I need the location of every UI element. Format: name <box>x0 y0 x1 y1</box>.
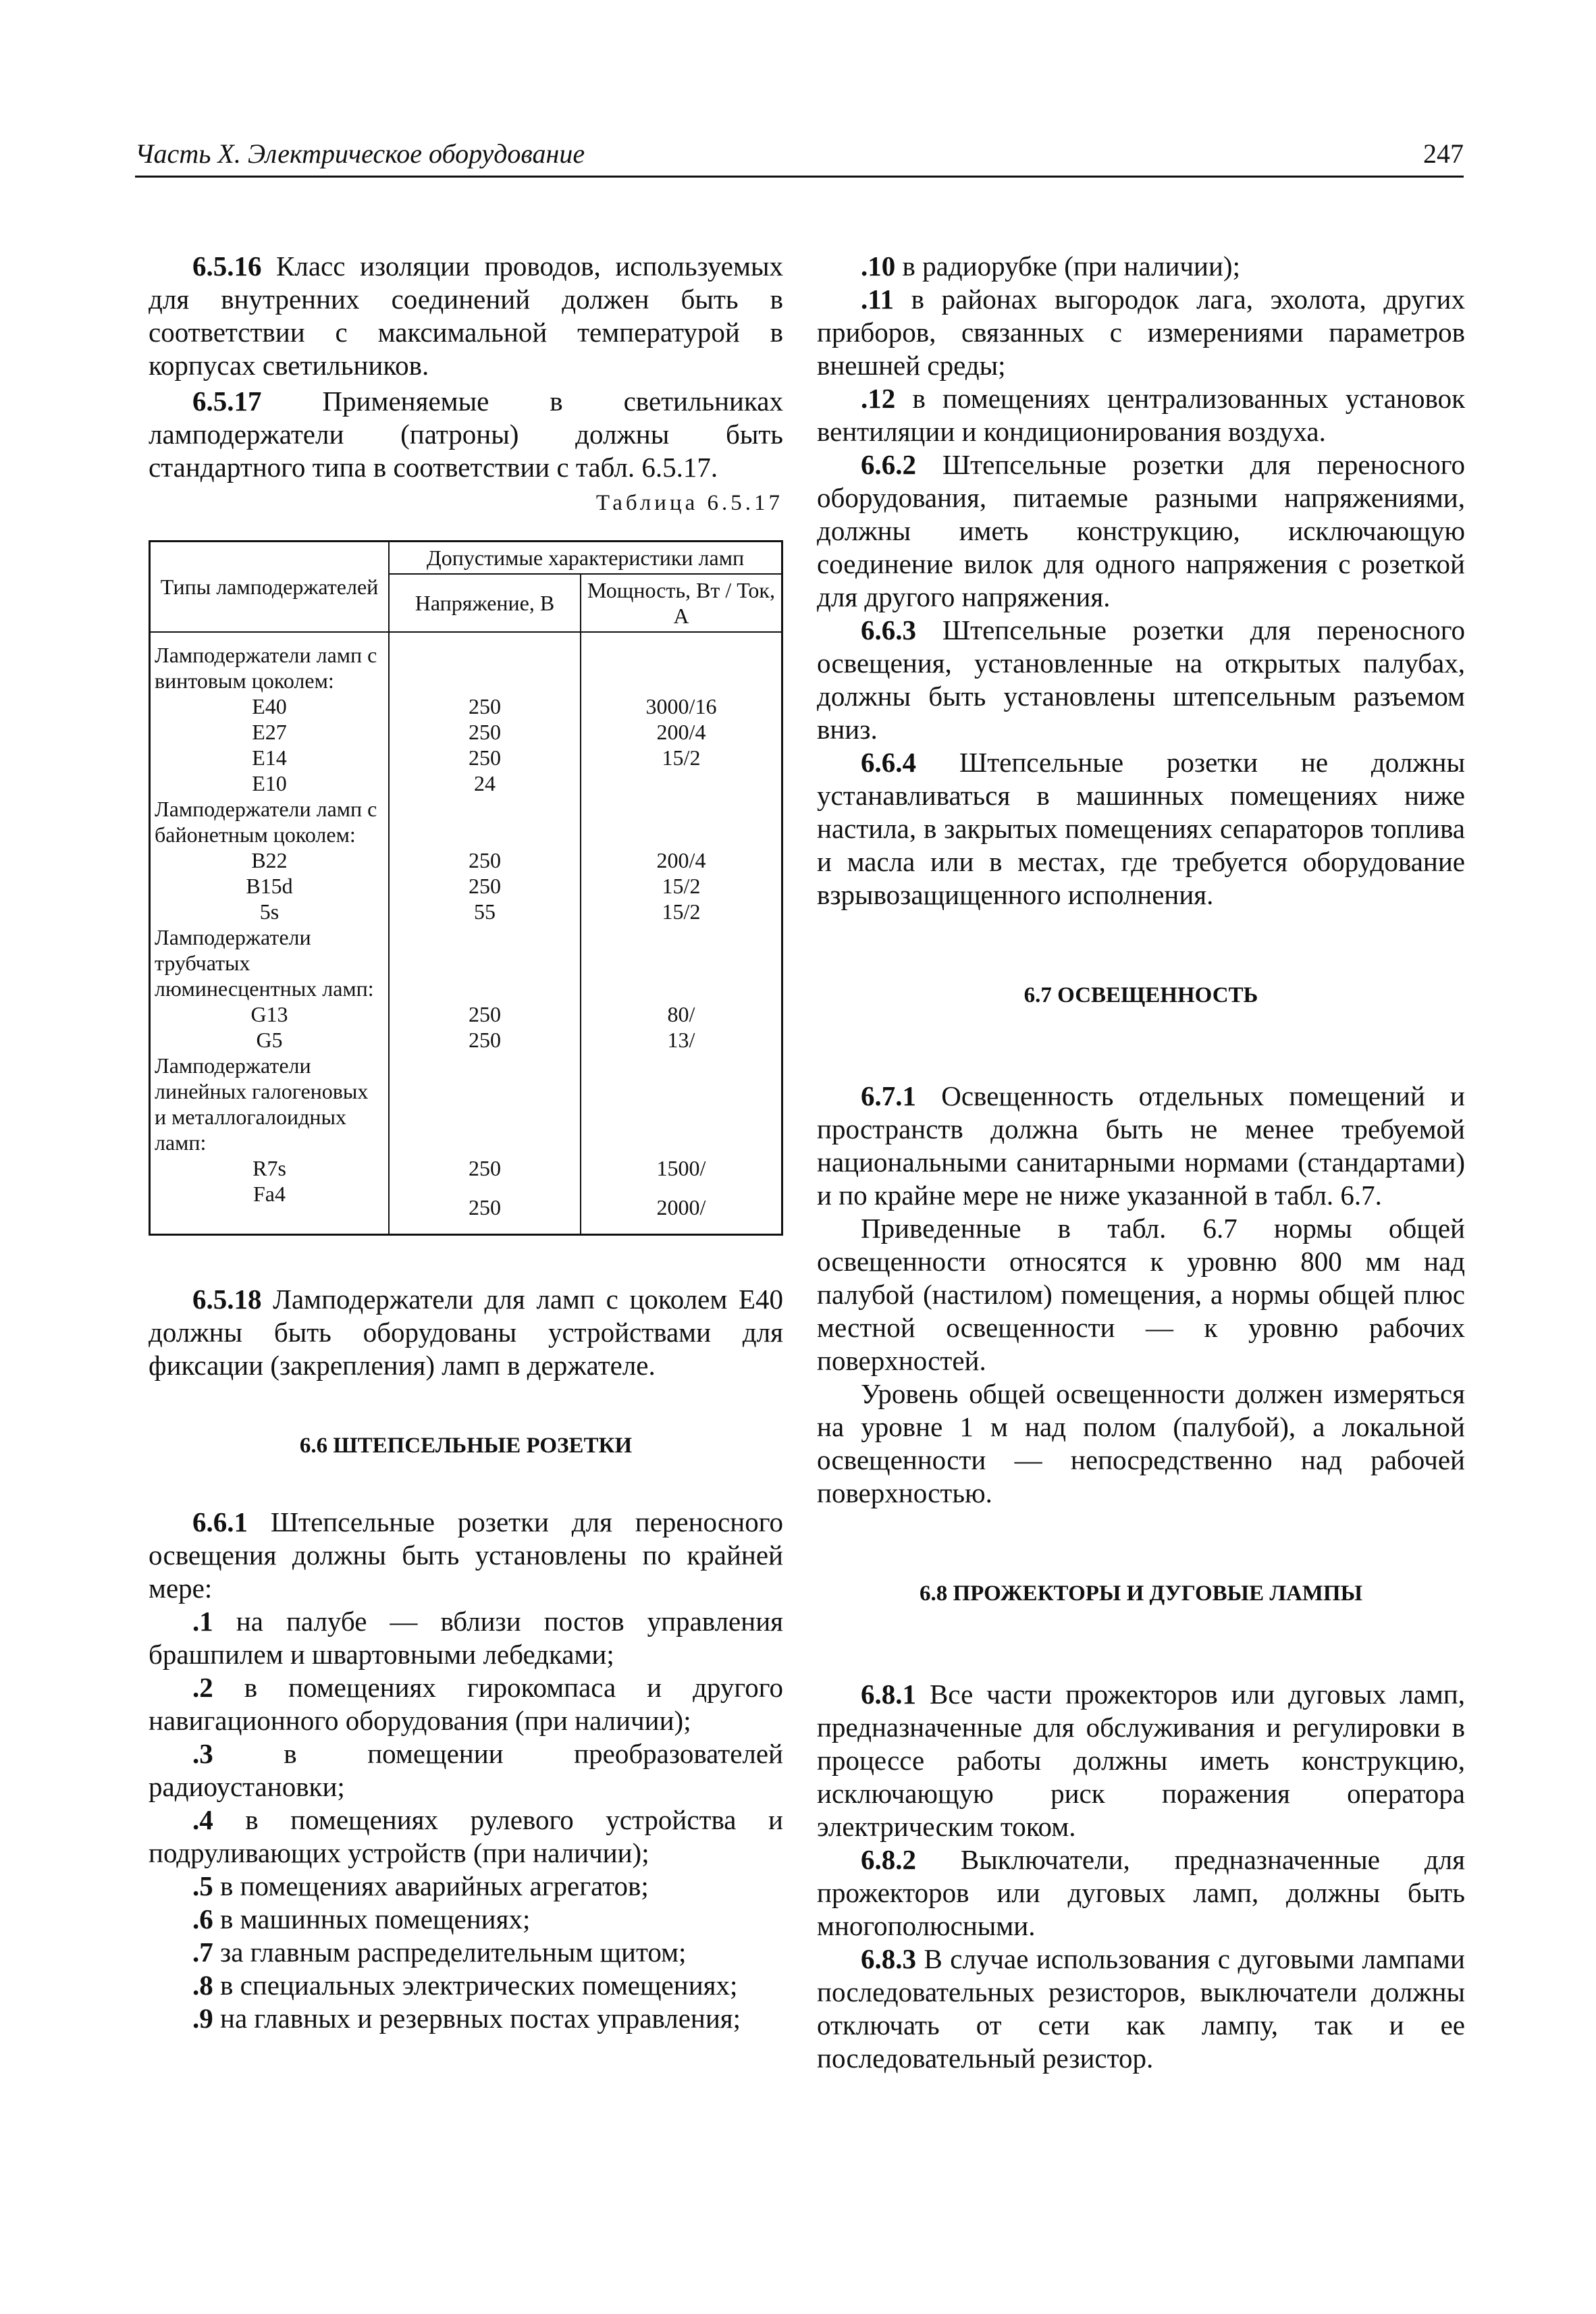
lampholder-type: G13 <box>150 1001 390 1027</box>
table-row <box>150 1027 782 1053</box>
left-column <box>149 250 783 2035</box>
list-item: .2 в помещениях гирокомпаса и другого навигационного оборудования (при наличии); <box>149 1672 783 1736</box>
power-current-value: 80/ <box>581 1001 782 1027</box>
power-current-value: 3000/16 <box>581 693 782 719</box>
list-item: .7 за главным распределительным щитом; <box>192 1937 687 1968</box>
table-row <box>150 719 782 745</box>
list-item: .9 на главных и резервных постах управления; <box>192 2003 741 2034</box>
left-list <box>149 1605 783 2035</box>
lampholder-type: E27 <box>150 719 390 745</box>
power-current-value: 2000/ <box>581 1181 782 1235</box>
list-item: .10 в радиорубке (при наличии); <box>861 251 1240 282</box>
voltage-value: 250 <box>389 719 581 745</box>
paragraph-level: Уровень общей освещенности должен измеряться на уровне 1 м над полом (палубой), а локальной освещенности — непосредственно над рабочей поверхностью. <box>817 1378 1465 1508</box>
list-item: .11 в районах выгородок лага, эхолота, других приборов, связанных с измерениями параметров внешней среды; <box>817 284 1465 381</box>
running-title: Часть X. Электрическое оборудование <box>135 138 585 169</box>
voltage-value <box>389 1053 581 1155</box>
lampholder-type: R7s <box>150 1155 390 1181</box>
lampholder-type: B22 <box>150 847 390 873</box>
paragraph-norms: Приведенные в табл. 6.7 нормы общей освещенности относятся к уровню 800 мм над палубой (настилом) помещения, а нормы общей плюс местной освещенности — к уровню рабочих поверхностей. <box>817 1213 1465 1376</box>
paragraph-6-5-17: 6.5.17 Применяемые в светильниках ламподержатели (патроны) должны быть стандартного типа в соответствии с табл. 6.5.17. <box>149 386 783 483</box>
list-item: .3 в помещении преобразователей радиоустановки; <box>149 1738 783 1802</box>
table-row <box>150 924 782 1001</box>
paragraph-6-5-18: 6.5.18 Ламподержатели для ламп с цоколем E40 должны быть оборудованы устройствами для фиксации (закрепления) ламп в держателе. <box>149 1284 783 1381</box>
voltage-value <box>389 632 581 693</box>
col-header-voltage: Напряжение, В <box>389 574 581 632</box>
power-current-value: 15/2 <box>581 745 782 770</box>
lampholder-type: E10 <box>150 770 390 796</box>
power-current-value <box>581 632 782 693</box>
power-current-value <box>581 796 782 847</box>
section-heading-6-8: 6.8 ПРОЖЕКТОРЫ И ДУГОВЫЕ ЛАМПЫ <box>919 1581 1362 1606</box>
voltage-value: 250 <box>389 1027 581 1053</box>
lampholder-type: Ламподержатели ламп с винтовым цоколем: <box>150 632 390 693</box>
lampholder-type: B15d <box>150 873 390 899</box>
power-current-value <box>581 770 782 796</box>
power-current-value: 200/4 <box>581 847 782 873</box>
lampholder-table <box>149 540 783 1236</box>
lampholder-type: Ламподержатели трубчатых люминесцентных ламп: <box>150 924 390 1001</box>
voltage-value <box>389 796 581 847</box>
paragraph-6-5-16: 6.5.16 Класс изоляции проводов, используемых для внутренних соединений должен быть в соответствии с максимальной температурой в корпусах светильников. <box>149 251 783 381</box>
col-header-group: Допустимые характеристики ламп <box>389 542 782 575</box>
paragraph-6-6-4: 6.6.4 Штепсельные розетки не должны устанавливаться в машинных помещениях ниже настила, в закрытых помещениях сепараторов топлива и масла или в местах, где требуется оборудование взрывозащищенного исполнения. <box>817 747 1465 910</box>
voltage-value <box>389 924 581 1001</box>
power-current-value: 15/2 <box>581 899 782 924</box>
col-header-types: Типы ламподержателей <box>150 542 390 633</box>
lampholder-type: E14 <box>150 745 390 770</box>
col-header-power: Мощность, Вт / Ток, А <box>581 574 782 632</box>
paragraph-6-8-2: 6.8.2 Выключатели, предназначенные для прожекторов или дуговых ламп, должны быть многополюсными. <box>817 1844 1465 1941</box>
power-current-value <box>581 924 782 1001</box>
power-current-value: 200/4 <box>581 719 782 745</box>
lampholder-type: 5s <box>150 899 390 924</box>
section-heading-6-6: 6.6 ШТЕПСЕЛЬНЫЕ РОЗЕТКИ <box>299 1434 633 1458</box>
table-row <box>150 873 782 899</box>
right-column <box>817 250 1465 2075</box>
page-header <box>135 135 1464 178</box>
table-row <box>150 770 782 796</box>
table-caption: Таблица 6.5.17 <box>595 491 783 515</box>
list-item: .1 на палубе — вблизи постов управления брашпилем и швартовными лебедками; <box>149 1606 783 1670</box>
table-row <box>150 745 782 770</box>
list-item: .4 в помещениях рулевого устройства и подруливающих устройств (при наличии); <box>149 1804 783 1868</box>
right-list <box>817 250 1465 448</box>
voltage-value: 24 <box>389 770 581 796</box>
paragraph-6-6-3: 6.6.3 Штепсельные розетки для переносного освещения, установленные на открытых палубах, должны быть установлены штепсельным разъемом вниз. <box>817 614 1465 745</box>
section-heading-6-7: 6.7 ОСВЕЩЕННОСТЬ <box>1023 983 1258 1007</box>
voltage-value: 250 <box>389 1001 581 1027</box>
table-row <box>150 847 782 873</box>
table-body <box>150 632 782 1235</box>
page-number: 247 <box>1423 138 1464 169</box>
power-current-value: 1500/ <box>581 1155 782 1181</box>
power-current-value <box>581 1053 782 1155</box>
list-item: .8 в специальных электрических помещениях; <box>192 1970 738 2001</box>
voltage-value: 250 <box>389 1181 581 1235</box>
table-row <box>150 632 782 693</box>
voltage-value: 55 <box>389 899 581 924</box>
lampholder-type: Ламподержатели ламп с байонетным цоколем: <box>150 796 390 847</box>
table-row <box>150 1001 782 1027</box>
lampholder-type: G5 <box>150 1027 390 1053</box>
paragraph-6-7-1: 6.7.1 Освещенность отдельных помещений и пространств должна быть не менее требуемой национальными санитарными нормами (стандартами) и по крайне мере не ниже указанной в табл. 6.7. <box>817 1080 1465 1211</box>
voltage-value: 250 <box>389 693 581 719</box>
lampholder-type: Fa4 <box>150 1181 390 1235</box>
table-row <box>150 899 782 924</box>
paragraph-6-6-1: 6.6.1 Штепсельные розетки для переносного освещения должны быть установлены по крайней мере: <box>149 1506 783 1604</box>
voltage-value: 250 <box>389 1155 581 1181</box>
power-current-value: 15/2 <box>581 873 782 899</box>
lampholder-type: Ламподержатели линейных галогеновых и металлогалоидных ламп: <box>150 1053 390 1155</box>
list-item: .5 в помещениях аварийных агрегатов; <box>192 1870 649 1901</box>
paragraph-6-8-1: 6.8.1 Все части прожекторов или дуговых ламп, предназначенные для обслуживания и регулировки в процессе работы должны иметь конструкцию, исключающую риск поражения оператора электрическим током. <box>817 1679 1465 1842</box>
voltage-value: 250 <box>389 745 581 770</box>
list-item: .12 в помещениях централизованных установок вентиляции и кондиционирования воздуха. <box>817 383 1465 447</box>
power-current-value: 13/ <box>581 1027 782 1053</box>
lampholder-type: E40 <box>150 693 390 719</box>
paragraph-6-6-2: 6.6.2 Штепсельные розетки для переносного оборудования, питаемые разными напряжениями, должны иметь конструкцию, исключающую соединение вилок для одного напряжения с розеткой для другого напряжения. <box>817 449 1465 612</box>
table-row <box>150 1053 782 1155</box>
table-row <box>150 796 782 847</box>
voltage-value: 250 <box>389 873 581 899</box>
list-item: .6 в машинных помещениях; <box>192 1903 531 1935</box>
voltage-value: 250 <box>389 847 581 873</box>
table-row <box>150 1181 782 1235</box>
table-row <box>150 693 782 719</box>
table-row <box>150 1155 782 1181</box>
paragraph-6-8-3: 6.8.3 В случае использования с дуговыми лампами последовательных резисторов, выключатели должны отключать от сети как лампу, так и ее последовательный резистор. <box>817 1943 1465 2074</box>
